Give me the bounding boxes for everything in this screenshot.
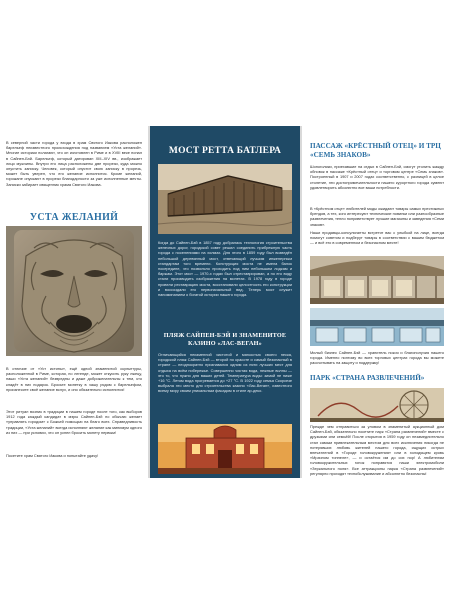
wish-mouth-title: УСТА ЖЕЛАНИЙ bbox=[29, 212, 119, 223]
amusement-park-illustration bbox=[310, 388, 444, 422]
entertainment-park-title: ПАРК «СТРАНА РАЗВЛЕЧЕНИЙ» bbox=[310, 374, 425, 382]
godfather-passage-title: ПАССАЖ «КРЁСТНЫЙ ОТЕЦ» И ТРЦ «СЕМЬ ЗНАКОВ» bbox=[310, 142, 441, 159]
passage-interior-illustration bbox=[310, 256, 444, 304]
godfather-paragraph-2: В «Крёстном отце» любителей моды ожидают товары самых престижных брендов, а тех, кого интересуют технические новинки или разнообразные развлечения, тепло поприветствует лучшие магазины и заведения «Семи знаков». bbox=[310, 206, 444, 227]
butler-bridge-illustration bbox=[158, 164, 292, 234]
butler-bridge-paragraph: Когда до Сайпен-Бэй в 1857 году добралась технология строительства железных дорог, городской совет решил соединить прибрежную часть города с поселениями на холмах. Для этого в 1859 году был возведён небольшой деревянный мост, отвечающий лучшим инженерным стандартам того времени. Конструкция моста не имела балок посередине, что позволяло проходить под ним небольшим лодкам и баржам. Этот мост — 1970-х годах был отреставрирован, а по его виду стали производить изображения на монетах. В 1978 году в городе провели реставрацию моста, восстановили целостность его конструкции и воссоздали его первоначальный вид. Теперь мост служит напоминанием о богатой истории нашего города. bbox=[158, 240, 292, 298]
casino-las-vegan-illustration bbox=[158, 424, 292, 474]
brochure-sheet bbox=[0, 126, 450, 478]
beach-casino-paragraph: Отличающийся неизменной чистотой и мягкостью своего песка, городской пляж Сайпен-Бэй — второй по красоте и самый безопасный в стране — неоднократно признавался одним из пяти лучших мест для отдыха на всём побережье. Совершенно чистая вода, нежные волны — это то, что нужно для ваших детей. Температура воды: зимой не ниже +16 °С. Летом вода прогревается до +27 °С. В 1922 году семья Скорсезе выбрала это место для строительства казино «Лас-Веган», известного всему миру своим уникальным фасадом в стиле ар-деко. bbox=[158, 352, 292, 394]
intro-paragraph: В северной части города у входа в храм Святого Иакова расположен барельеф неизвестного происхождения под названием «Уста желаний». Многие историки полагают, что он изготовлен в Риме и в XVIII веке попал в Сайпен-Бэй. Барельеф, который датирован XIII–XIV вв., изображает лицо мужчины. Внутри его лица расположены две прорези, куда можно опустить записку. Человек, который опустит свою записку в прорезь, может быть уверен, что его желание исполнится. Кроме желаний, горожане опускают в прорези благодарности за уже исполненные мечты. Записки забирает священник храма Святого Иакова. bbox=[6, 140, 142, 187]
entertainment-park-paragraph: Прежде чем отправиться за уловом в знаменитый аукционный дом Сайпен-Бэй, обязательно посетите парк «Страна развлечений» вместе с друзьями или семьёй! После открытия в 1959 году он незамедлительно стал самым привлекательным местом для всех исключения никогда не потерявших любовь жителей нашего города, ищущих острых впечатлений в «Городе головокружения» или в холодящем кровь «Мрачном тоннеле», — и остаётся им до сих пор! А любителям головокружительных гонок понравятся наши электромобили «Зеркального поля». Все аттракционы парка «Страна развлечений» регулярно проходят технобслуживание и абсолютно безопасны! bbox=[310, 424, 444, 476]
left-panel bbox=[0, 126, 148, 478]
godfather-paragraph-1: Шопоголики, приехавшие на отдых в Сайпен-Бэй, смогут утолить жажду обновок в пассаже «Крёстный отец» и торговом центре «Семь знаков». Построенный в 1907 и 2007 годах соответственно, с разницей в целое столетие, эти достопримечательности нашего курортного города сумеют удовлетворить абсолютно все ваши потребности. bbox=[310, 164, 444, 190]
wish-mouth-paragraph-1: В отличие от «Уст истины», ещё одной знаменитой скульптуры, расположенной в Риме, которая, по легенде, может откусить руку лжецу, наши «Уста желаний» безвредны и даже доброжелательны к тем, кто кладёт в них подарок. Бросьте монетку в чашу рядом с барельефом, произнесите своё желание вслух, и оно обязательно исполнится! bbox=[6, 366, 142, 392]
wish-mouth-paragraph-2: Этот ритуал возник в традиции в нашем городе после того, как выборов 1912 года каждый кандидат в мэры Сайпен-Бэй по обычаю желает «управлять городом» с Божьей помощью на благо всех. Справедливость традиции, «Уста желаний» всегда исполняют желание как минимум одного из них — при условии, что он успел бросить монету первым! bbox=[6, 409, 142, 435]
right-panel bbox=[302, 126, 450, 478]
butler-bridge-title: МОСТ РЕТТА БАТЛЕРА bbox=[168, 146, 282, 156]
beach-casino-title: ПЛЯЖ САЙПЕН-БЭЙ И ЗНАМЕНИТОЕ КАЗИНО «ЛАС-ВЕГАН» bbox=[163, 332, 287, 347]
mall-seven-signs-illustration bbox=[310, 308, 444, 346]
wish-mouth-paragraph-3: Посетите храм Святого Иакова и попытайте удачу! bbox=[6, 453, 99, 458]
wish-mouth-relief-illustration bbox=[6, 226, 142, 356]
godfather-paragraph-3: Наши продавцы-консультанты встретят вас с улыбкой на лице, всегда помогут советом и подберут товары в соответствии с вашим бюджетом — и всё это в современном и безопасном месте! bbox=[310, 230, 444, 246]
middle-panel bbox=[150, 126, 300, 478]
godfather-paragraph-4: Милый бизнес Сайпен-Бэй — хранитель покоя и благополучия нашего города. Именно поэтому во всех торговых центрах города вы можете рассчитывать на защиту и поддержку! bbox=[310, 350, 444, 366]
